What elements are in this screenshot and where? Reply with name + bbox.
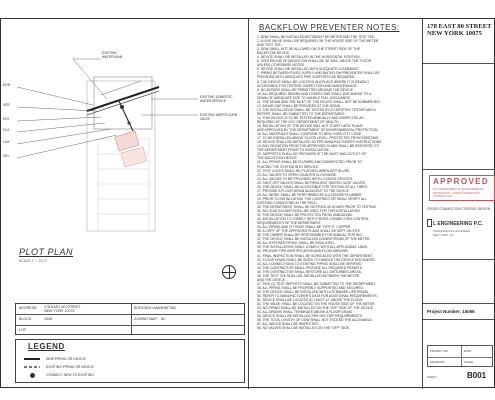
note-item: 46. THE TEST TEE SHALL BE INSTALLED BETWEEN THE METER: [257, 273, 360, 278]
note-item: 45. THE CONTRACTOR SHALL RESTORE ALL DISTURBED AREAS.: [257, 269, 362, 274]
engineer-title: CROSS CONNECTION CONTROL DESIGN: [427, 207, 491, 211]
borough-label: BOROUGH:: [134, 306, 154, 310]
note-item: 17. TO BE INSTALLED ABOVE FLOOR LEVEL, PROTECTED FROM FREEZING.: [257, 136, 380, 141]
note-item: 39. THE INSTALLATION SHALL COMPLY WITH ALL APPLICABLE LAWS.: [257, 245, 368, 250]
block-label: BLOCK:: [19, 317, 33, 321]
legend-item: CONNECT NEW TO EXISTING: [24, 372, 164, 378]
legend: [15, 339, 245, 383]
plot-plan-title: PLOT PLAN: [19, 247, 74, 257]
legend-title: LEGEND: [28, 342, 65, 351]
stamp-title: APPROVED: [433, 177, 490, 186]
note-item: 50. REFER TO MANUFACTURER'S DATA FOR ADDITIONAL REQUIREMENTS.: [257, 294, 378, 298]
sheet-label: SHEET: [427, 375, 438, 379]
notes-list: [257, 35, 421, 330]
note-item: 53. NO PIPING SHALL BE INSTALLED ON THE 'OFF' SIDE OF THE DEVICE.: [257, 306, 375, 311]
existing-piping-line-icon: [24, 366, 40, 368]
note-item: 54. ALL DRAINS SHALL TERMINATE ABOVE A FLOOR DRAIN.: [257, 310, 353, 315]
title-info-table: PROJECT NO. DATE DRAWN BY SCALE: [427, 345, 493, 367]
new-piping-line-icon: [24, 358, 40, 360]
note-item: 1. DDW SHALL BE INSTALLED BETWEEN THE METER AND THE TEST TEE.: [257, 35, 376, 39]
label-existing-water-main: EXISTING WATER MAIN: [102, 51, 123, 59]
property-info-table: [15, 303, 245, 335]
note-item: AND THE DEVICE.: [257, 277, 286, 282]
note-item: 3. DDW SHALL NOT BE ALLOWED ON THE STREET SIDE OF THE: [257, 47, 360, 52]
note-item: ACCESSIBLE FOR TESTING, INSPECTION AND MAINTENANCE.: [257, 83, 358, 88]
title-block: [423, 19, 495, 389]
engineer-info: CROSS CONNECTION CONTROL DESIGN L ENGINEERING P.C. PROFESSIONAL ENGINEER NEW YORK, NY: [427, 207, 493, 251]
note-item: 43. ALL CONNECTIONS TO EXISTING PIPING SHALL BE VERIFIED.: [257, 261, 363, 266]
note-item: 23. ALL VALVES TO OPEN COUNTER CLOCKWISE.: [257, 172, 337, 177]
legend-item: EXISTING PIPING OR DEVICE: [24, 364, 164, 370]
note-item: 12. AN AIR GAP SHALL BE PROVIDED AT THE DRAIN.: [257, 103, 341, 108]
note-item: 25. SHUT OFF VALVES SHALL BE RESILIENT SEATED GATE VALVES.: [257, 180, 366, 185]
note-item: 56. THE TOTAL LENGTH OF DDW SHALL NOT EXCEED THE ALLOWABLE.: [257, 318, 373, 323]
note-item: 26. THE DEVICE SHALL BE ACCESSIBLE FOR TESTING AT ALL TIMES.: [257, 184, 368, 189]
note-item: 27. PROVIDE A FLOOR DRAIN ADJACENT TO THE DEVICE.: [257, 188, 350, 193]
note-item: UNLESS OTHERWISE NOTED.: [257, 63, 306, 68]
note-item: THE DEPARTMENT PRIOR TO INSTALLATION.: [257, 148, 330, 153]
note-item: REPORT SHALL BE SUBMITTED TO THE DEPARTMENT.: [257, 111, 346, 116]
note-item: 16. ALL MATERIALS SHALL CONFORM TO NEW YORK CITY CODE.: [257, 132, 362, 137]
note-item: 52. THE VALVE SHALL BE LOCATED ON THE HOUSE SIDE OF THE METER.: [257, 302, 376, 307]
engineer-firm: L ENGINEERING P.C.: [433, 221, 483, 227]
plot-label-6: IGN: [3, 154, 9, 158]
note-item: 20. SUPPORTS SHALL BE PROVIDED AT THE INLET AND OUTLET OF: [257, 152, 367, 157]
note-item: 13. THE INSTALLATION SHALL BE TESTED BY A CERTIFIED TESTER AND A: [257, 107, 376, 112]
address-value: 178 EAST 80 STREET NEW YORK 10075: [44, 304, 81, 313]
note-item: 35. A COPY OF THE APPROVED PLANS SHALL BE KEPT ON SITE.: [257, 229, 361, 234]
curb-valve-symbol: [120, 105, 124, 109]
note-item: 47. TWO (2) TEST REPORTS SHALL BE SUBMITTED TO THE DEPARTMENT.: [257, 281, 376, 286]
block-value: 1508: [44, 317, 52, 321]
connect-point-icon: [30, 373, 35, 378]
note-item: ARE APPROVED BY THE DEPARTMENT OF ENVIRONMENTAL PROTECTION.: [257, 128, 379, 133]
plot-label-2: SER: [3, 103, 10, 107]
note-item: 33. INSTALLATION TO COMPLY WITH CROSS CONNECTION CONTROL: [257, 217, 370, 222]
note-item: AND TEST TEE.: [257, 43, 282, 48]
note-item: REQUIREMENTS OF THE DEPARTMENT.: [257, 221, 322, 226]
service-area-highlight: [115, 131, 139, 151]
note-item: 57. ALL WELDS SHALL BE INSPECTED.: [257, 322, 319, 327]
note-item: 32. THE DEVICE SHALL BE PROTECTED FROM VANDALISM.: [257, 213, 353, 218]
note-item: EXISTING CONDITIONS IN THE FIELD.: [257, 200, 318, 205]
note-item: 38. ALL EXPOSED PIPING SHALL BE INSULATED.: [257, 241, 335, 246]
note-item: 29. PRIOR TO INSTALLATION, THE CONTRACTOR SHALL VERIFY ALL: [257, 196, 367, 201]
note-item: 55. DEVICE SHALL BE INSTALLED PER NYC DEP REQUIREMENTS.: [257, 314, 364, 319]
note-item: 49. THE DEVICE SHALL BE INSTALLED WITH A STRAINER UPSTREAM.: [257, 289, 369, 294]
note-item: 30. THE DEPARTMENT SHALL BE NOTIFIED 48 HOURS PRIOR TO TESTING.: [257, 204, 378, 209]
backflow-notes-panel: [248, 19, 423, 389]
plot-plan-scale: SCALE 1" = 20'-0": [19, 259, 48, 263]
label-existing-water-curb-valve: EXISTING WATER CURB VALVE: [200, 113, 237, 121]
north-arrow-icon: [222, 265, 236, 279]
note-item: PROVIDED WITH ADEQUATE PIPE SUPPORTS AS REQUIRED.: [257, 75, 356, 80]
note-item: 31. NO LEAD SOLDER SHALL BE USED FOR THIS INSTALLATION.: [257, 209, 361, 214]
note-item: REQUIRED BY THE NYC DEPARTMENT OF HEALTH.: [257, 119, 340, 124]
note-item: DRAIN OF ADEQUATE SIZE TO HANDLE FULL DISCHARGE.: [257, 95, 351, 100]
note-item: 8. THE DEVICE SHALL BE LOCATED IN A PLACE WHERE IT IS READILY: [257, 79, 370, 84]
note-item: 9. NO BYPASS SHALL BE PERMITTED AROUND THE DEVICE.: [257, 87, 354, 92]
note-item: 44. THE CONTRACTOR SHALL PROVIDE ALL REQUIRED PERMITS.: [257, 265, 363, 270]
notes-title: BACKFLOW PREVENTER NOTES:: [259, 23, 400, 32]
note-item: BACKFLOW DEVICE.: [257, 51, 291, 56]
note-item: 28. ALL WORK SHALL BE PERFORMED BY A LICENSED PLUMBER.: [257, 192, 363, 197]
plot-plan-area: [1, 19, 248, 287]
note-item: 42. FLOOR DRAIN SHALL BE SIZED TO HANDLE THE DEVICE DISCHARGE.: [257, 257, 376, 262]
note-item: THE BACKFLOW DEVICE.: [257, 156, 298, 161]
note-item: 14. THIS DEVICE IS TO BE TESTED ANNUALLY AND INSPECTED AS: [257, 115, 364, 120]
borough-value: MANHATTAN: [154, 306, 176, 310]
note-item: 48. ALL PIPING SHALL BE PROPERLY SUPPORTED AND SECURED.: [257, 285, 364, 290]
note-item: 6. DEVICE SHALL BE INSTALLED WITH ADEQUATE CLEARANCE.: [257, 67, 360, 72]
plot-label-5: LOA: [3, 140, 10, 144]
label-existing-domestic-water-service: EXISTING DOMESTIC WATER SERVICE: [200, 95, 233, 103]
firm-logo-icon: [427, 219, 432, 227]
plot-label-1: DON: [3, 83, 11, 87]
note-item: 21. ALL PIPING SHALL BE FLUSHED AND DISINFECTED PRIOR TO: [257, 160, 362, 165]
note-item: 4. DEVICE SHALL BE INSTALLED IN THE HORIZONTAL POSITION.: [257, 55, 361, 60]
zoning-label: ZONING MAP:: [134, 317, 158, 321]
note-item: 5. CENTERLINE OF BACKFLOW SHALL BE 48" MAX. ABOVE THE FLOOR: [257, 59, 372, 64]
sheet-number: B001: [467, 371, 487, 380]
project-address: 178 EAST 80 STREET NEW YORK 10075: [427, 23, 492, 38]
note-item: 51. DEVICE SHALL BE LOCATED AT LEAST 12" ABOVE THE FLOOR.: [257, 298, 364, 303]
note-item: 18. DEVICE SHALL BE INSTALLED AS PER MANUFACTURER'S INSTRUCTIONS.: [257, 140, 383, 145]
legend-item: NEW PIPING OR DEVICE: [24, 356, 164, 362]
project-number: Project Number: 16056: [427, 309, 475, 314]
note-item: 11. THE DRAIN AND THE INLET OF THE DEVICE SHALL NOT BE SUBMERGED.: [257, 99, 381, 104]
note-item: 2. A LINE VALVE SHALL BE REQUIRED ON THE HOUSE SIDE OF THE METER: [257, 39, 379, 44]
plot-label-4: FCA: [3, 128, 10, 132]
drawing-sheet: [0, 18, 495, 388]
note-item: 36. THE OWNER SHALL BE RESPONSIBLE FOR ANNUAL TESTING.: [257, 233, 363, 238]
note-item: 41. FINAL INSPECTION SHALL BE SCHEDULED WITH THE DEPARTMENT.: [257, 253, 373, 258]
note-item: 34. ALL PIPING AND FITTINGS SHALL BE TYPE 'K' COPPER.: [257, 225, 352, 230]
address-label: ADDRESS:: [19, 306, 38, 310]
zoning-value: 8C: [161, 317, 166, 321]
approved-stamp: APPROVED NYC DEPARTMENT OF ENVIRONMENTAL PROTECTION - CROSS CONNECTION CONTROL UNIT: [429, 175, 495, 201]
note-item: 10. ALL REQUIRED DRAINS AND OVERFLOWS SHALL DISCHARGE TO A: [257, 91, 372, 96]
note-item: 7. PIPING BETWEEN FIXED SUPPLY AND BACKFLOW PREVENTER SHALL BE: [257, 71, 380, 76]
lot-label: LOT:: [19, 328, 27, 332]
note-item: 19. ANY DEVIATION FROM THE APPROVED PLANS SHALL BE REPORTED TO: [257, 144, 380, 149]
note-item: 40. PROVIDE PIPE IDENTIFICATION AND FLOW ARROWS.: [257, 249, 349, 254]
note-item: PLACING THE SYSTEM INTO SERVICE.: [257, 164, 320, 169]
note-item: 22. TEST COCKS SHALL BE PLUGGED WHEN NOT IN USE.: [257, 168, 350, 173]
note-item: 24. ALL VALVES TO BE PROVIDED WITH LOCKING DEVICES.: [257, 176, 353, 181]
note-item: 58. NO VALVES SHALL BE INSTALLED ON THE "OFF" SIDE.: [257, 326, 350, 331]
note-item: 15. INSTALLATION OF THE DEVICE WILL NOT START UNTIL PLANS: [257, 124, 363, 129]
note-item: 37. THE DEVICE SHALL BE INSTALLED DOWNSTREAM OF THE METER.: [257, 237, 371, 242]
plot-label-3: ENT: [3, 117, 10, 121]
